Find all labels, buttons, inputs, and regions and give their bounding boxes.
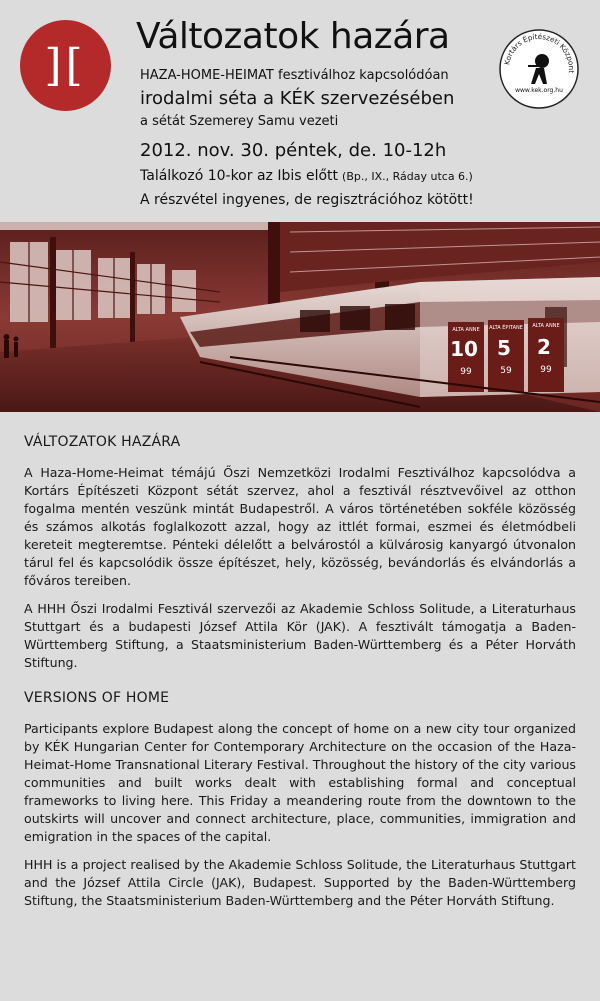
walk-organizer: irodalmi séta a KÉK szervezésében xyxy=(140,88,455,109)
festival-subtitle: HAZA-HOME-HEIMAT fesztiválhoz kapcsolódóan xyxy=(140,68,449,83)
advert-signs xyxy=(448,318,564,392)
train-station-photo xyxy=(0,222,600,412)
svg-text:10: 10 xyxy=(450,337,478,361)
advert-sign xyxy=(488,320,524,392)
registration-note: A részvétel ingyenes, de regisztrációhoz kötött! xyxy=(140,192,474,208)
main-content xyxy=(24,434,576,920)
advert-sign xyxy=(448,322,484,392)
walk-guide: a sétát Szemerey Samu vezeti xyxy=(140,114,339,129)
english-paragraph: Participants explore Budapest along the concept of home on a new city tour organized by KÉK Hungarian Center for Contemporary Architecture on the occasion of the Haza-Heimat-Home Transnational Literary Festival. Throughout the history of the city various communities and built works dealt with establishing formal and conceptual frameworks to living here. This Friday a meandering route from the downtown to the outskirts will uncover and connect architecture, place, communities, immigration and emigration in the spaces of the capital. xyxy=(24,721,576,844)
kek-logo-url: www.kek.org.hu xyxy=(515,87,563,94)
english-heading: VERSIONS OF HOME xyxy=(24,690,170,706)
svg-text:ALTA ÉPITANE: ALTA ÉPITANE xyxy=(489,325,523,331)
hungarian-paragraph: A Haza-Home-Heimat témájú Őszi Nemzetközi Irodalmi Fesztiválhoz kapcsolódva a Kortárs Építészeti Központ sétát szervez, ahol a fesztivál résztvevőivel az otthon fogalma mentén veszünk mintát Budapestről. A város történetében sokféle közösség és számos alkotás foglalkozott azzal, hogy az ittlét formai, eszmei és életmódbeli kereteit megteremtse. Pénteki délelőtt a belvárostól a külvárosig kanyargó útvonalon tárul fel és kapcsolódik össze építészet, hely, közösség, bevándorlás és elvándorlás a főváros tereiben. xyxy=(24,465,576,588)
meeting-point-text: Találkozó 10-kor az Ibis előtt xyxy=(140,168,339,184)
kek-logo xyxy=(498,28,580,110)
svg-text:5: 5 xyxy=(497,336,511,360)
svg-text:ALTA ANNE: ALTA ANNE xyxy=(532,323,560,329)
page-title: Változatok hazára xyxy=(136,16,450,57)
svg-text:2: 2 xyxy=(537,335,551,359)
hhh-festival-logo xyxy=(20,20,111,111)
svg-text:99: 99 xyxy=(540,365,552,375)
hungarian-heading: VÁLTOZATOK HAZÁRA xyxy=(24,434,181,450)
meeting-address: (Bp., IX., Ráday utca 6.) xyxy=(342,170,473,183)
svg-text:99: 99 xyxy=(460,367,472,377)
hhh-logo-text: ][ xyxy=(44,40,87,91)
meeting-point xyxy=(140,168,473,184)
svg-text:ALTA ANNE: ALTA ANNE xyxy=(452,327,480,333)
svg-text:59: 59 xyxy=(500,366,512,376)
advert-sign xyxy=(528,318,564,392)
header xyxy=(0,0,600,222)
event-date: 2012. nov. 30. péntek, de. 10-12h xyxy=(140,140,447,161)
english-paragraph: HHH is a project realised by the Akademie Schloss Solitude, the Literaturhaus Stuttgart and the József Attila Circle (JAK), Budapest. Supported by the Baden-Württemberg Stiftung, the Staatsministerium Baden-Württemberg and the Péter Horváth Stiftung. xyxy=(24,857,576,908)
kek-logo-ring-text: Kortárs Építészeti Központ xyxy=(502,31,577,74)
hungarian-paragraph: A HHH Őszi Irodalmi Fesztivál szervezői az Akademie Schloss Solitude, a Literaturhaus Stuttgart és a budapesti József Attila Kör (JAK). A fesztivált támogatja a Baden-Württemberg Stiftung, a Staatsministerium Baden-Württemberg és a Péter Horváth Stiftung. xyxy=(24,601,576,670)
